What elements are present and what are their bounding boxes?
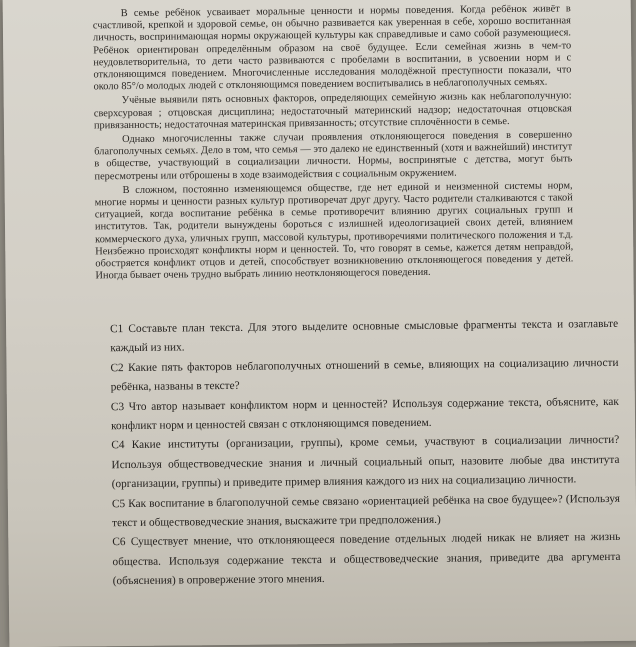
question-text: Какие пять факторов неблагополучных отношений в семье, влияющих на социализацию личности ребёнка, названы в тексте? [110, 356, 619, 394]
question-c6 [112, 528, 621, 592]
passage-paragraph-2: Учёные выявили пять основных факторов, определяющих семейную жизнь как неблагополучную: сверхсуровая ; отцовская дисциплина; недостаточный материнский надзор; недостаточная отцовская привязанность; недостаточная материнская привязанность; отсутствие сплочённости в семье. [93, 90, 572, 132]
question-text: Какие институты (организации, группы), кроме семьи, участвуют в социализации личности? Используя обществоведческие знания и личный социальный опыт, назовите любые два института (организации, группы) и приведите пример влияния каждого из них на социализацию личности. [111, 434, 620, 491]
question-c1 [110, 315, 618, 359]
question-label: С5 [111, 497, 126, 510]
questions-list [110, 315, 621, 592]
question-label: С2 [110, 361, 124, 375]
question-text: Составьте план текста. Для этого выделите основные смысловые фрагменты текста и озаглавьте каждый из них. [110, 317, 619, 355]
question-c3 [111, 393, 619, 437]
question-text: Что автор называет конфликтом норм и ценностей? Используя содержание текста, объясните, как конфликт норм и ценностей связан с отклоняющимся поведением. [111, 395, 619, 433]
passage-text [93, 3, 574, 284]
question-c4 [111, 431, 620, 495]
paper-sheet [3, 0, 636, 647]
question-label: С4 [111, 439, 125, 452]
question-text: Существует мнение, что отклоняющееся поведение отдельных людей никак не влияет на жизнь общества. Используя содержание текста и обществоведческие знания, приведите два аргумента (объяснения) в опровержение этого мнения. [112, 531, 621, 588]
question-label: С6 [112, 536, 126, 549]
question-label: С1 [110, 323, 124, 336]
passage-paragraph-4: В сложном, постоянно изменяющемся обществе, где нет единой и неизменной системы норм, многие нормы и ценности разных культур противоречат друг другу. Часто родители сталкиваются с такой ситуацией, когда воспитание ребёнка в семье противоречит влиянию других социальных групп и институтов. Так, родители вынуждены бороться с излишней идеологизацией своих детей, влиянием коммерческого духа, уличных групп, массовой культуры, противоречиями политического положения и т.д. Неизбежно происходят конфликты норм и ценностей. То, что говорят в семье, кажется детям неправдой, обостряется конфликт отцов и детей, способствует возникновению отклоняющегося поведения у детей. Иногда бывает очень трудно выбрать линию неотклоняющегося поведения. [94, 180, 574, 282]
question-label: С3 [110, 400, 125, 413]
question-c5 [112, 490, 620, 534]
question-c2 [110, 354, 618, 398]
passage-paragraph-1: В семье ребёнок усваивает моральные ценности и нормы поведения. Когда ребёнок живёт в счастливой, крепкой и здоровой семье, он обычно развивается как уверенная в себе, хорошо воспитанная личность, воспринимающая нормы окружающей культуры как справедливые и само собой разумеющиеся. Ребёнок ориентирован определённым образом на своё будущее. Если семейная жизнь в чем-то неудовлетворительна, то дети часто развиваются с пробелами в воспитании, в усвоении норм и с отклоняющимся поведением. Многочисленные исследования молодёжной преступности показали, что около 85°/о молодых людей с отклоняющимся поведением воспитывались в неблагополучных семьях. [92, 3, 572, 93]
passage-paragraph-3: Однако многочисленны также случаи проявления отклоняющегося поведения в совершенно благополучных семьях. Дело в том, что семья — это далеко не единственный (хотя и важнейший) институт в обществе, участвующий в социализации личности. Нормы, воспринятые с детства, могут быть пересмотрены или отброшены в ходе взаимодействия с социальным окружением. [94, 129, 573, 182]
question-text: Как воспитание в благополучной семье связано «ориентацией ребёнка на свое будущее»? (Используя текст и обществоведческие знания, выскажите три предположения.) [112, 492, 620, 530]
